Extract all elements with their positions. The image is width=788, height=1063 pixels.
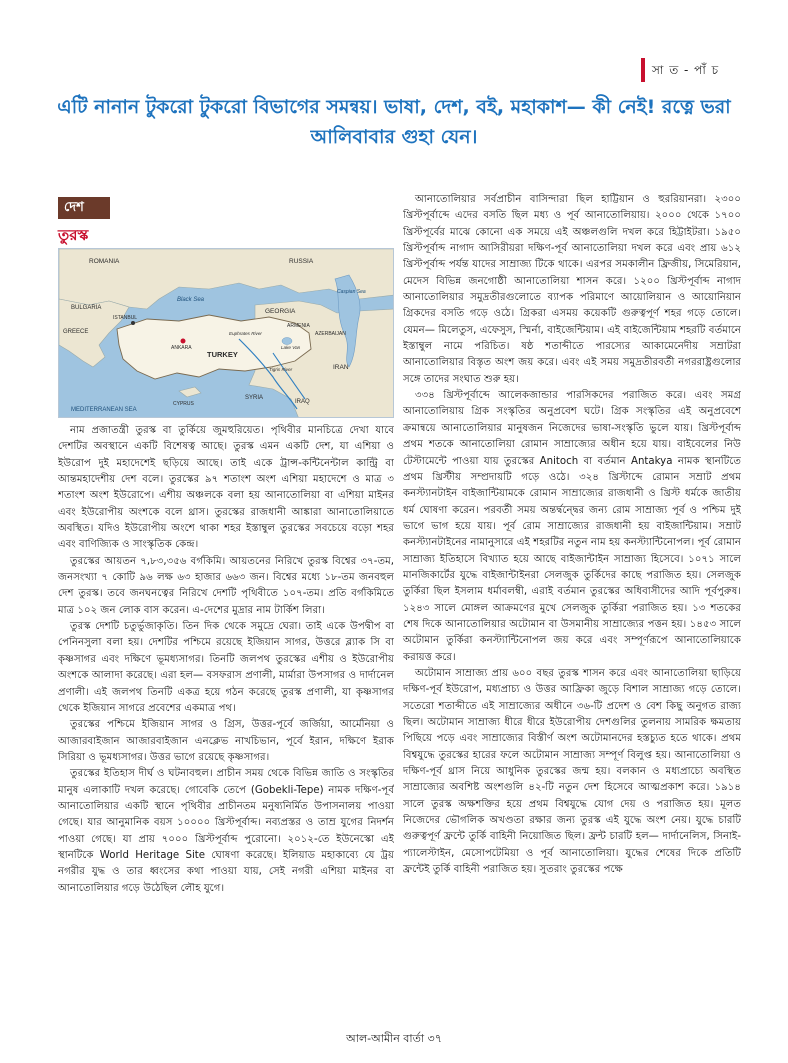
turkey-map — [58, 248, 394, 418]
page-footer: আল-আমীন বার্তা ৩৭ — [346, 1032, 442, 1045]
map-label-georgia: GEORGIA — [265, 308, 296, 315]
right-paragraph: আনাতোলিয়ার সর্বপ্রাচীন বাসিন্দারা ছিল হাট্টিয়ান ও হুররিয়ানরা। ২৩০০ খ্রিস্টপূর্বাব্দে এদের বসতি ছিল মধ্য ও পূর্ব আনাতোলিয়ায়। ২০০০ থেকে ১৭০০ খ্রিস্টপূর্বের মাঝে কোনো এক সময়ে এই অঞ্চলগুলি দখল করে হিট্টাইটরা। ১৯৫০ খ্রিস্টপূর্বাব্দ নাগাদ আসিরীয়রা দক্ষিণ-পূর্ব আনাতোলিয়া দখল করে এবং প্রায় ৬১২ খ্রিস্টপূর্বাব্দ পর্যন্ত যাদের সাম্রাজ্য টিকে থাকে। এরপর সমকালীন ফ্রিজীয়, সিমেরিয়ান, মেদেস বিভিন্ন জনগোষ্ঠী আনাতোলিয়া শাসন করে। ১২০০ খ্রিস্টপূর্বাব্দ নাগাদ আনাতোলিয়ার সমুদ্রতীরগুলোতে ব্যাপক পরিমাণে আয়োলিয়ান ও আয়োনিয়ান গ্রিকদের বসতি গড়ে ওঠে। গ্রিকরা এসময় কয়েকটি গুরুত্বপূর্ণ শহর গড়ে তোলে। যেমন— মিলেতুস, এফেসুস, স্মির্না, বাইজেন্টিয়াম। এই বাইজেন্টিয়াম শহরটি বর্তমানে ইস্তাম্বুল নামে পরিচিত। ষষ্ঠ শতাব্দীতে পারস্যের আকামেনেদীয় সম্রাটরা আনাতোলিয়ার বিস্তৃত অংশ জয় করে। এবং এই সময় সমুদ্রতীরবর্তী নগররাষ্ট্রগুলোর সঙ্গে তাদের সংঘাত শুরু হয়। — [403, 194, 741, 385]
map-istanbul-marker — [131, 321, 135, 325]
right-column — [403, 192, 741, 1009]
left-paragraph: নাম প্রজাতন্ত্রী তুরস্ক বা তুর্কিয়ে জুমহুরিয়েত। পৃথিবীর মানচিত্রে দেখা যাবে দেশটির অবস্থানে একটি বিশেষত্ব আছে। তুরস্ক এমন একটি দেশ, যা এশিয়া ও ইউরোপ দুই মহাদেশেই ছড়িয়ে আছে। তাই একে ট্রান্স-কন্টিনেন্টাল কান্ট্রি বা আন্তমহাদেশীয় দেশ বলে। তুরস্কের ৯৭ শতাংশ অংশ এশিয়া মহাদেশে ও মাত্র ৩ শতাংশ অংশ ইউরোপে। এশীয় অঞ্চলকে বলা হয় আনাতোলিয়া বা এশিয়া মাইনর এবং ইউরোপীয় অংশকে বলে থ্রাস। তুরস্কের রাজধানী আঙ্কারা আনাতোলিয়াতে অবস্থিত। যদিও ইউরোপীয় অংশে থাকা শহর ইস্তাম্বুল তুরস্কের সবচেয়ে বড়ো শহর এবং বাণিজ্যিক ও সাংস্কৃতিক কেন্দ্র। — [58, 425, 394, 551]
map-label-caspian-sea: Caspian Sea — [337, 289, 366, 295]
country-title: তুরস্ক — [58, 226, 89, 244]
map-lake-van — [282, 338, 292, 345]
page-label-accent-bar — [641, 58, 645, 82]
right-paragraph: অটোমান সাম্রাজ্য প্রায় ৬০০ বছর তুরস্ক শাসন করে এবং আনাতোলিয়া ছাড়িয়ে দক্ষিণ-পূর্ব ইউরোপ, মধ্যপ্রাচ্য ও উত্তর আফ্রিকা জুড়ে বিশাল সাম্রাজ্য গড়ে তোলে। সতেরো শতাব্দীতে এই সাম্রাজ্যের অধীনে ৩৬-টি প্রদেশ ও বেশ কিছু অনুগত রাজ্য ছিল। অটোমান সাম্রাজ্য ধীরে ধীরে ইউরোপীয় দেশগুলির তুলনায় সামরিক ক্ষমতায় পিছিয়ে পড়ে এবং সাম্রাজ্যের বিস্তীর্ণ অংশ অটোমানদের হস্তচ্যুত হতে থাকে। প্রথম বিশ্বযুদ্ধে তুরস্কের হারের ফলে অটোমান সাম্রাজ্য সম্পূর্ণ বিলুপ্ত হয়। আনাতোলিয়া ও দক্ষিণ-পূর্ব থ্রাস নিয়ে আধুনিক তুরস্কের জন্ম হয়। বলকান ও মধ্যপ্রাচ্যে অবস্থিত সাম্রাজ্যের অবশিষ্ট অংশগুলি ৪২-টি নতুন দেশ হিসেবে আত্মপ্রকাশ করে। ১৯১৪ সালে তুরস্ক অক্ষশক্তির হয়ে প্রথম বিশ্বযুদ্ধে যোগ দেয় ও পরাজিত হয়। মূলত নিজেদের ভৌগলিক অখণ্ডতা রক্ষার জন্য তুরস্ক এই যুদ্ধে অংশ নেয়। যুদ্ধে চারটি গুরুত্বপূর্ণ ফ্রন্টে তুর্কি বাহিনী নিয়োজিত ছিল। ফ্রন্ট চারটি হল— দার্দানেলিস, সিনাই-প্যালেস্টাইন, মেসোপটেমিয়া ও পূর্ব আনাতোলিয়া। যুদ্ধের শেষের দিকে প্রতিটি ফ্রন্টেই তুর্কি বাহিনী পরাজিত হয়। সুতরাং তুরস্কের পক্ষে — [403, 667, 741, 876]
map-label-ankara: ANKARA — [171, 345, 192, 351]
map-label-cyprus: CYPRUS — [173, 401, 194, 407]
map-label-azerbaijan: AZERBAIJAN — [315, 331, 346, 337]
section-tag: দেশ — [58, 197, 110, 219]
map-label-istanbul: ISTANBUL — [113, 315, 138, 321]
map-label-syria: SYRIA — [245, 395, 264, 401]
left-paragraph: তুরস্কের পশ্চিমে ইজিয়ান সাগর ও গ্রিস, উত্তর-পূর্বে জর্জিয়া, আর্মেনিয়া ও আজারবাইজান আজারবাইজান এনক্লেভ নাখচিভান, পূর্বে ইরান, দক্ষিণে ইরাক সিরিয়া ও ভূমধ্যসাগর। উত্তর ভাগে রয়েছে কৃষ্ণসাগর। — [58, 719, 394, 763]
left-paragraph: তুরস্ক দেশটি চতুর্ভুজাকৃতি। তিন দিক থেকে সমুদ্রে ঘেরা। তাই একে উপদ্বীপ বা পেনিনসুলা বলা হয়। দেশটির পশ্চিমে রয়েছে ইজিয়ান সাগর, উত্তরে ব্ল্যাক সি বা কৃষ্ণসাগর এবং দক্ষিণে ভূমধ্যসাগর। তিনটি জলপথ তুরস্কের এশীয় ও ইউরোপীয় অংশকে আলাদা করেছে। এরা হল— বসফরাস প্রণালী, মার্মারা উপসাগর ও দার্দানেল প্রণালী। এই জলপথ তিনটি একত্র হয়ে গঠন করেছে তুরস্ক প্রণালী, যা কৃষ্ণসাগর থেকে ইজিয়ান সাগরে প্রবেশের একমাত্র পথ। — [58, 621, 394, 714]
turkey-map-svg — [59, 249, 394, 418]
map-label-greece: GREECE — [63, 329, 89, 335]
map-label-tigris: Tigris River — [269, 367, 293, 372]
page-headline: এটি নানান টুকরো টুকরো বিভাগের সমন্বয়। ভাষা, দেশ, বই, মহাকাশ— কী নেই! রত্নে ভরা আলিবাবার গুহা যেন। — [57, 96, 731, 148]
map-label-bulgaria: BULGARIA — [71, 305, 102, 311]
map-label-iran: IRAN — [333, 364, 349, 371]
left-paragraph: তুরস্কের ইতিহাস দীর্ঘ ও ঘটনাবহুল। প্রাচীন সময় থেকে বিভিন্ন জাতি ও সংস্কৃতির মানুষ এলাকাটি দখল করেছে। গোবেকি তেপে (Gobekli-Tepe) নামক দক্ষিণ-পূর্ব আনাতোলিয়ার একটি স্থানে পৃথিবীর প্রাচীনতম মনুষ্যনির্মিত উপাসনালয় পাওয়া গেছে। যার আনুমানিক বয়স ১০০০০ খ্রিস্টপূর্বাব্দ। নব্যপ্রস্তর ও তাম্র যুগের নিদর্শন পাওয়া গেছে। যা প্রায় ৭০০০ খ্রিস্টপূর্বাব্দ পুরোনো। ২০১২-তে ইউনেস্কো এই স্থানটিকে World Heritage Site ঘোষণা করেছে। ইলিয়াড মহাকাব্যে যে ট্রয় নগরীর যুদ্ধ ও তার ধ্বংসের কথা পাওয়া যায়, সেই নগরী এশিয়া মাইনর বা আনাতোলিয়ার গড়ে উঠেছিল লৌহ যুগে। — [58, 768, 394, 894]
left-paragraph: তুরস্কের আয়তন ৭,৮৩,৩৫৬ বর্গকিমি। আয়তনের নিরিখে তুরস্ক বিশ্বের ৩৭-তম, জনসংখ্যা ৭ কোটি ৯৬ লক্ষ ৬৩ হাজার ৬৬৩ জন। বিশ্বের মধ্যে ১৮-তম জনবহুল দেশ তুরস্ক। তবে জনঘনত্বের নিরিখে দেশটি পৃথিবীতে ১০৭-তম। প্রতি বর্গকিমিতে মাত্র ১০২ জন লোক বাস করেন। এ-দেশের মুদ্রার নাম টার্কিশ লিরা। — [58, 555, 394, 616]
map-label-lake-van: Lake Van — [281, 345, 301, 350]
map-label-med-sea: MEDITERRANEAN SEA — [71, 407, 137, 413]
map-label-russia: RUSSIA — [289, 258, 314, 265]
map-label-armenia: ARMENIA — [287, 323, 310, 329]
right-paragraph: ৩৩৪ খ্রিস্টপূর্বাব্দে আলেকজান্ডার পারসিকদের পরাজিত করে। এবং সমগ্র আনাতোলিয়ায় গ্রিক সংস্কৃতির অনুপ্রবেশ ঘটে। গ্রিক সংস্কৃতির এই অনুপ্রবেশে ক্রমান্বয়ে আনাতোলিয়ার মানুষজন নিজেদের ভাষা-সংস্কৃতি ভুলে যায়। খ্রিস্টপূর্বাব্দ প্রথম শতকে আনাতোলিয়া রোমান সাম্রাজ্যের অধীন হয়ে যায়। বাইবেলের নিউ টেস্টামেন্টে পাওয়া যায় তুরস্কের Anitoch বা বর্তমান Antakya নামক স্থানটিতে প্রথম খ্রিস্টীয় সম্প্রদায়টি গড়ে ওঠে। ৩২৪ খ্রিস্টাব্দে রোমান সম্রাট প্রথম কনস্ট্যানটাইন বাইজান্টিয়ামকে রোমান সাম্রাজ্যের রাজধানী ও খ্রিস্ট ধর্মকে জাতীয় ধর্ম ঘোষণা করেন। পরবর্তী সময় অন্তর্দ্বন্দ্বের জন্য রোম সাম্রাজ্য পূর্ব ও পশ্চিম দুই ভাগে ভাগ হয়ে যায়। পূর্ব রোম সাম্রাজ্যের রাজধানী হয় বাইজান্টিয়াম। সম্রাট কনস্ট্যানটাইনের নামানুসারে এই শহরটির নতুন নাম হয় কনস্ট্যান্টিনোপল। পূর্ব রোমান সাম্রাজ্য ইতিহাসে বিখ্যাত হয়ে আছে বাইজান্টাইন সাম্রাজ্য হিসেবে। ১০৭১ সালে মানজিকার্টের যুদ্ধে বাইজান্টাইনরা সেলজুক তুর্কিদের কাছে পরাজিত হয়। সেলজুক তুর্কিরা ছিল ইসলাম ধর্মাবলম্বী, এরাই বর্তমান তুরস্কের অধিবাসীদের আদি পূর্বপুরুষ। ১২৪৩ সালে মোঙ্গল আক্রমণের মুখে সেলজুক তুর্কিরা পরাজিত হয়। ১৩ শতকের শেষ দিকে আনাতোলিয়ার অটোমান বা উসমানীয় সাম্রাজ্যের পত্তন হয়। ১৪৫৩ সালে অটোমান তুর্কিরা কনস্ট্যান্টিনোপল জয় করে এবং সম্পূর্ণরূপে আনাতোলিয়াকে করায়ত্ত করে। — [403, 390, 741, 663]
page-section-label: সা ত - পাঁ চ — [652, 63, 720, 77]
map-label-romania: ROMANIA — [89, 258, 120, 265]
map-label-euphrates: Euphrates River — [229, 331, 262, 336]
left-column — [58, 423, 394, 1009]
map-label-iraq: IRAQ — [295, 399, 310, 405]
map-label-black-sea: Black Sea — [177, 297, 205, 303]
map-label-turkey: TURKEY — [207, 350, 238, 359]
map-ankara-marker — [181, 339, 186, 344]
